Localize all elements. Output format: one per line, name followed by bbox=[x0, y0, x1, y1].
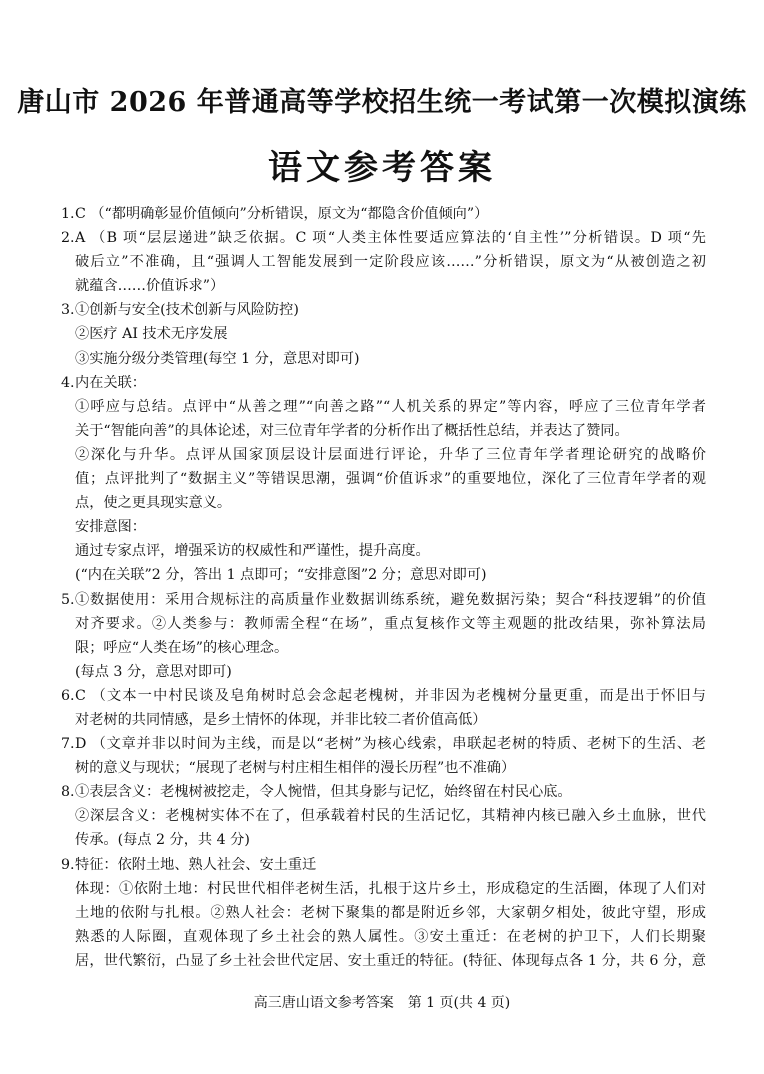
answer-line: C （“都明确彰显价值倾向”分析错误，原文为“都隐含价值倾向”） bbox=[75, 206, 489, 222]
answer-number: 9. bbox=[61, 856, 75, 873]
answer-number: 3. bbox=[61, 302, 75, 319]
answer-item bbox=[61, 684, 706, 732]
answer-line: 通过专家点评，增强采访的权威性和严谨性，提升高度。 bbox=[75, 543, 430, 560]
answer-line: 值；点评批判了“数据主义”等错误思潮，强调“价值诉求”的重要地位，深化了三位青年学者的观 bbox=[75, 471, 706, 488]
answer-line: 体现：①依附土地：村民世代相伴老树生活，扎根于这片乡土，形成稳定的生活圈，体现了人们对 bbox=[75, 880, 706, 897]
answer-content bbox=[75, 588, 706, 684]
document-subtitle: 语文参考答案 bbox=[268, 148, 496, 188]
answer-item bbox=[61, 371, 706, 588]
answer-line: 就蕴含……价值诉求”） bbox=[75, 278, 225, 295]
answer-line: 关于“智能向善”的具体论述，对三位青年学者的分析作出了概括性总结，并表达了赞同。 bbox=[75, 422, 629, 439]
answer-line: 居，世代繁衍，凸显了乡土社会世代定居、安土重迁的特征。(特征、体现每点各 1 分，共 6 分，意 bbox=[75, 952, 706, 969]
answer-list bbox=[61, 202, 706, 973]
answer-number: 4. bbox=[61, 374, 75, 391]
answer-line: 熟悉的人际圈，直观体现了乡土社会的熟人属性。③安土重迁：在老树的护卫下，人们长期聚 bbox=[75, 928, 706, 945]
answer-line: (“内在关联”2 分，答出 1 点即可；“安排意图”2 分；意思对即可) bbox=[75, 567, 487, 584]
answer-line: ②医疗 AI 技术无序发展 bbox=[75, 326, 228, 343]
answer-line: 特征：依附土地、熟人社会、安土重迁 bbox=[75, 856, 317, 873]
document-title: 唐山市 2026 年普通高等学校招生统一考试第一次模拟演练 bbox=[17, 87, 747, 118]
answer-line: 对齐要求。②人类参与：教师需全程“在场”，重点复核作文等主观题的批改结果，弥补算法局 bbox=[75, 615, 706, 632]
answer-content bbox=[75, 226, 706, 298]
answer-content bbox=[75, 371, 706, 588]
answer-content bbox=[75, 853, 706, 973]
answer-number: 5. bbox=[61, 591, 75, 608]
answer-line: ③实施分级分类管理(每空 1 分，意思对即可) bbox=[75, 350, 360, 367]
answer-line: 传承。(每点 2 分，共 4 分) bbox=[75, 832, 250, 849]
answer-line: ②深化与升华。点评从国家顶层设计层面进行评论，升华了三位青年学者理论研究的战略价 bbox=[75, 446, 706, 463]
answer-number: 6. bbox=[61, 687, 75, 704]
answer-content bbox=[75, 202, 706, 226]
answer-number: 2. bbox=[61, 230, 75, 247]
answer-line: (每点 3 分，意思对即可) bbox=[75, 663, 232, 680]
answer-line: 土地的依附与扎根。②熟人社会：老树下聚集的都是附近乡邻，大家朝夕相处，彼此守望，形成 bbox=[75, 904, 706, 921]
page-footer: 高三唐山语文参考答案 第 1 页(共 4 页) bbox=[253, 995, 511, 1011]
answer-content bbox=[75, 684, 706, 732]
answer-item bbox=[61, 853, 706, 973]
answer-line: ①呼应与总结。点评中“从善之理”“向善之路”“人机关系的界定”等内容，呼应了三位青年学者 bbox=[75, 398, 706, 415]
answer-item bbox=[61, 780, 706, 852]
answer-line: 破后立”不准确，且“强调人工智能发展到一定阶段应该……”分析错误，原文为“从被创造之初 bbox=[75, 254, 706, 271]
answer-content bbox=[75, 780, 706, 852]
answer-line: ①表层含义：老槐树被挖走，令人惋惜，但其身影与记忆，始终留在村民心底。 bbox=[75, 784, 572, 801]
answer-line: ②深层含义：老槐树实体不在了，但承载着村民的生活记忆，其精神内核已融入乡土血脉，世代 bbox=[75, 808, 706, 825]
answer-item bbox=[61, 226, 706, 298]
answer-line: 对老树的共同情感，是乡土情怀的体现，并非比较二者价值高低） bbox=[75, 711, 487, 728]
answer-line: 点，使之更具现实意义。 bbox=[75, 495, 232, 512]
answer-line: D （文章并非以时间为主线，而是以“老树”为核心线索，串联起老树的特质、老树下的生活、老 bbox=[75, 736, 706, 753]
answer-line: 内在关联： bbox=[75, 374, 146, 391]
answer-item bbox=[61, 298, 706, 370]
answer-line: A （B 项“层层递进”缺乏依据。C 项“人类主体性要适应算法的‘自主性’”分析错误。D 项“先 bbox=[75, 230, 706, 247]
answer-line: ①数据使用：采用合规标注的高质量作业数据训练系统，避免数据污染；契合“科技逻辑”的价值 bbox=[75, 591, 706, 608]
answer-number: 8. bbox=[61, 784, 75, 801]
answer-line: 限；呼应“人类在场”的核心理念。 bbox=[75, 639, 289, 656]
answer-content bbox=[75, 732, 706, 780]
answer-line: C （文本一中村民谈及皂角树时总会念起老槐树，并非因为老槐树分量更重，而是出于怀旧与 bbox=[75, 687, 706, 704]
answer-line: 安排意图： bbox=[75, 519, 146, 536]
answer-item bbox=[61, 732, 706, 780]
answer-content bbox=[75, 298, 706, 370]
answer-item bbox=[61, 588, 706, 684]
answer-item bbox=[61, 202, 706, 226]
answer-number: 1. bbox=[61, 206, 75, 222]
answer-number: 7. bbox=[61, 736, 75, 753]
answer-line: 树的意义与现状；“展现了老树与村庄相生相伴的漫长历程”也不准确） bbox=[75, 760, 516, 777]
answer-line: ①创新与安全(技术创新与风险防控) bbox=[75, 302, 299, 319]
